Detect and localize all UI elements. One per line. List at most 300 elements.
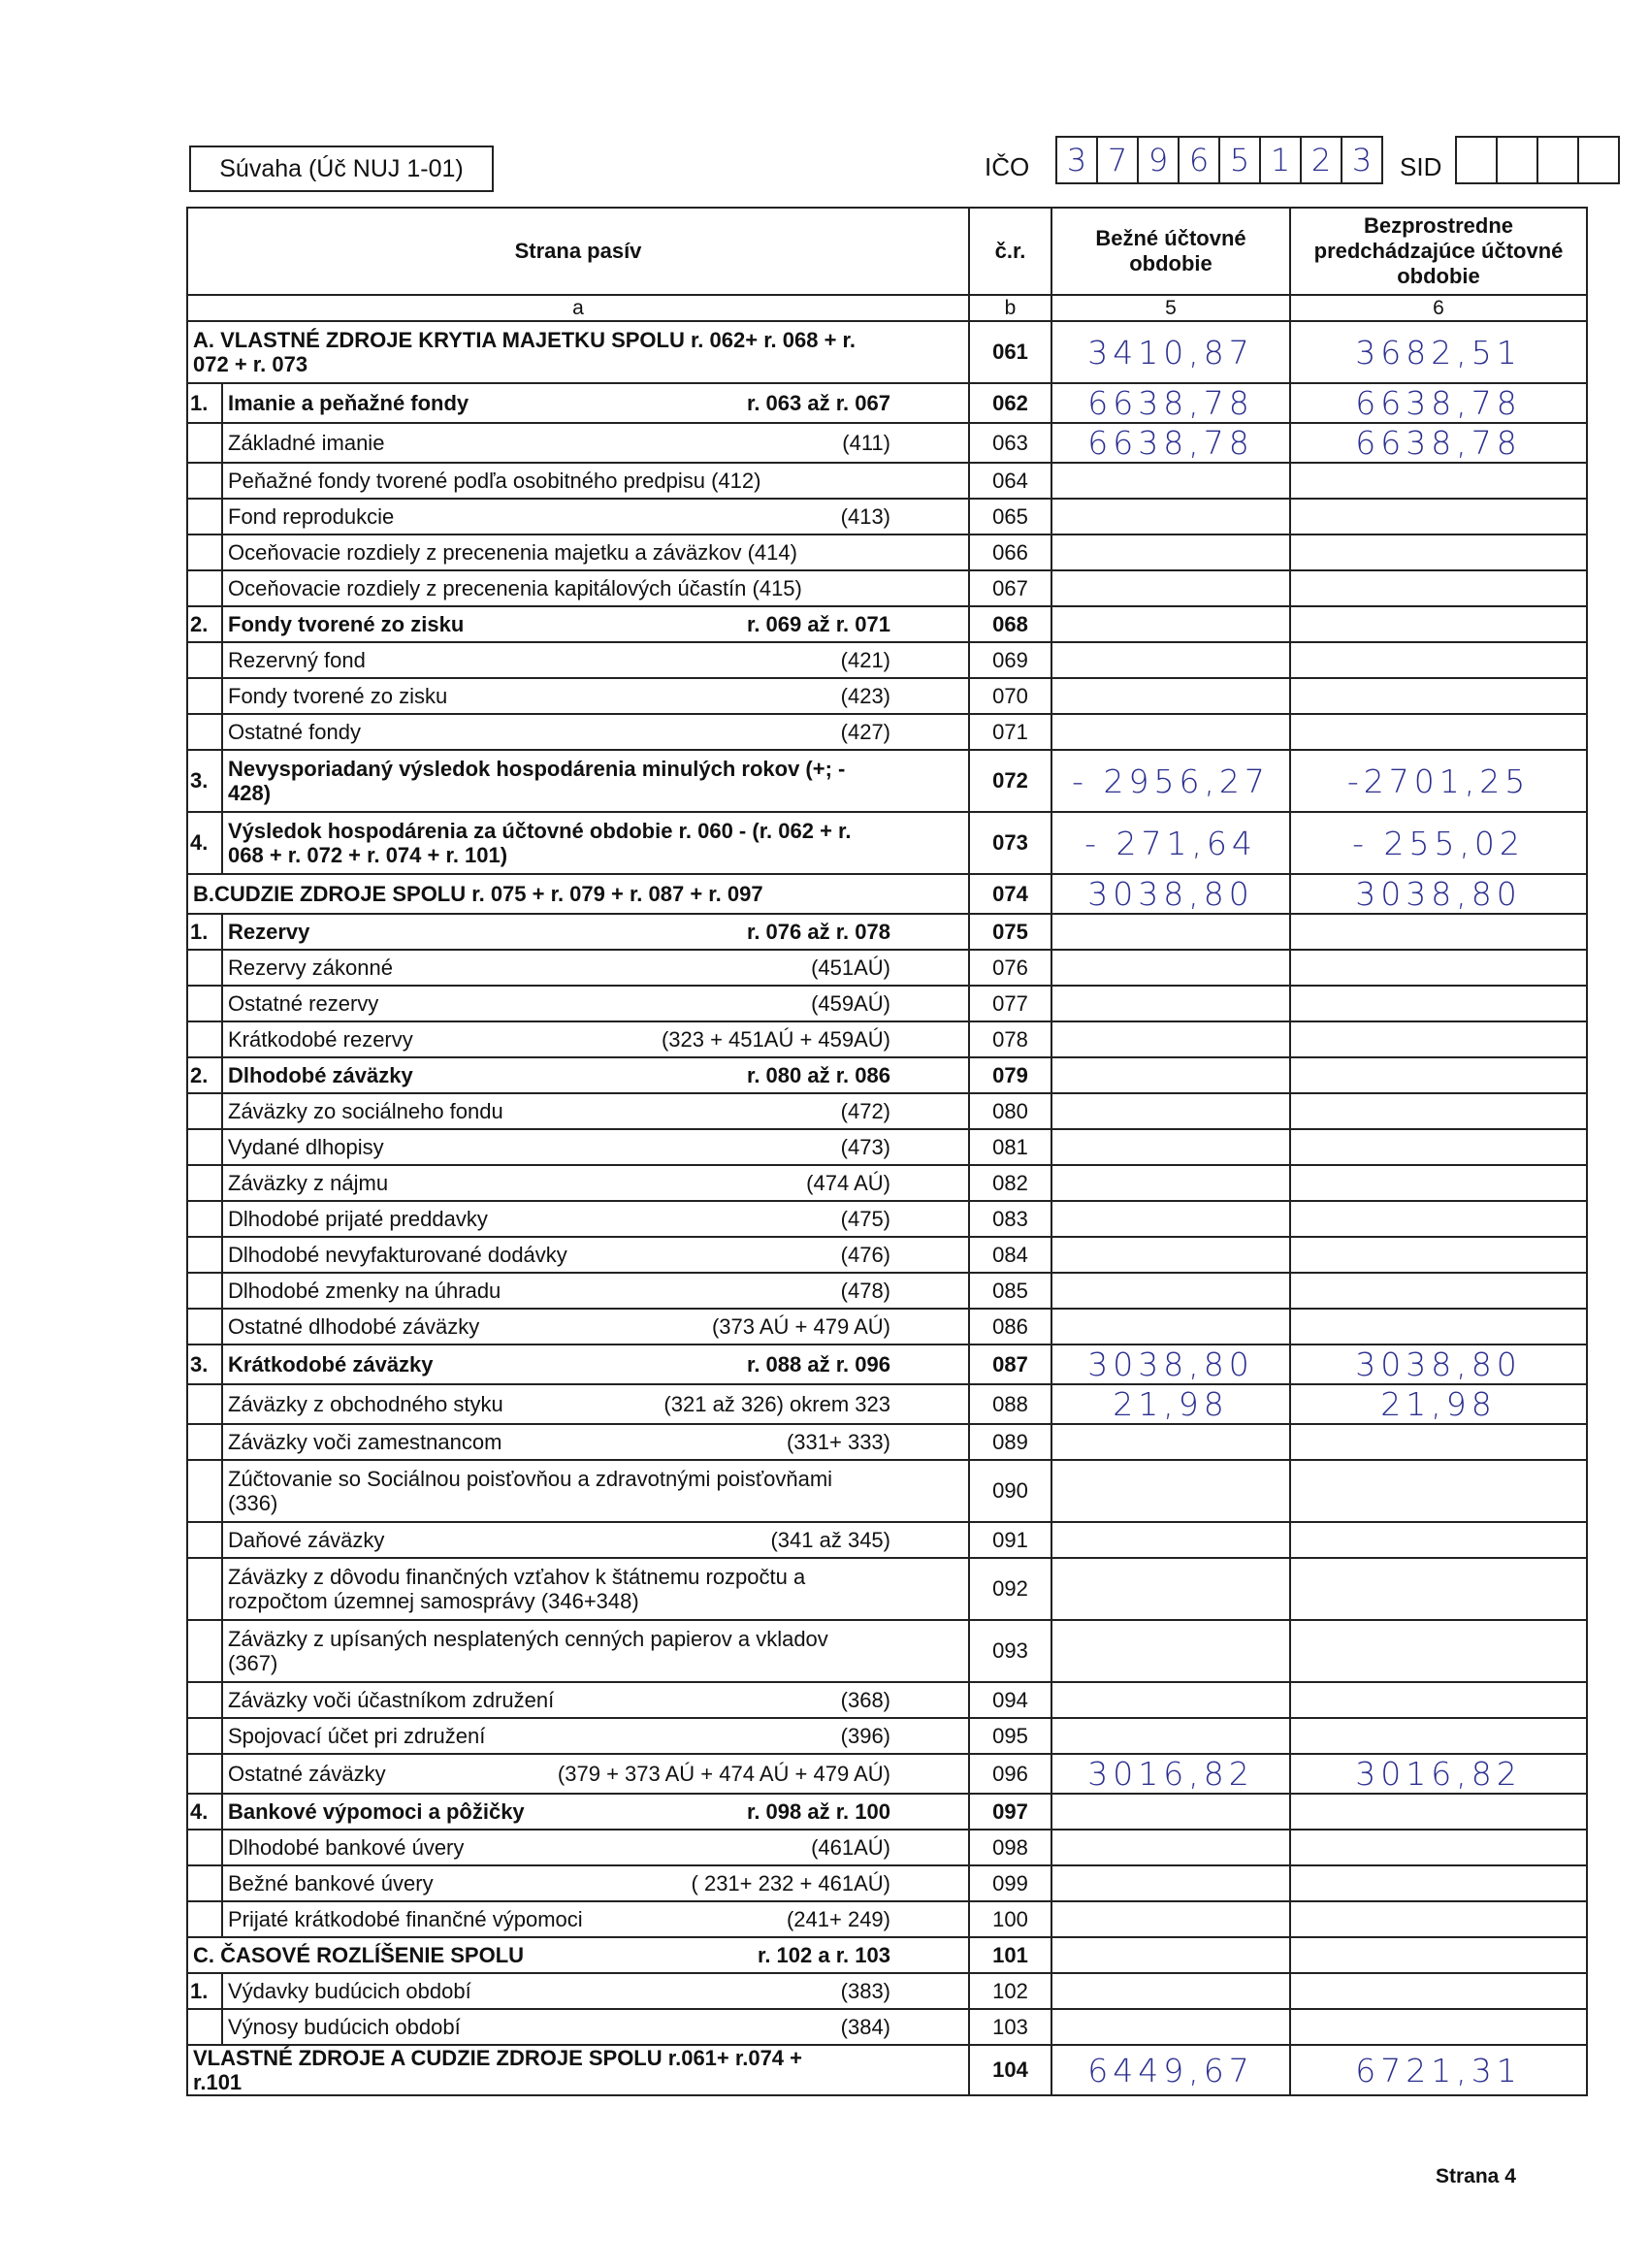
row-number: 061	[969, 321, 1051, 383]
previous-period-value[interactable]	[1290, 1093, 1587, 1129]
row-label: Základné imanie	[228, 431, 385, 455]
current-period-value[interactable]	[1051, 535, 1290, 570]
row-label: Záväzky voči zamestnancom	[228, 1430, 502, 1454]
current-period-value[interactable]	[1051, 1937, 1290, 1973]
sid-digit-box[interactable]	[1577, 136, 1620, 184]
current-period-value[interactable]	[1051, 1794, 1290, 1830]
row-description	[222, 1620, 969, 1682]
current-period-value[interactable]	[1051, 463, 1290, 499]
row-number: 078	[969, 1021, 1051, 1057]
row-label: Výsledok hospodárenia za účtovné obdobie r. 060 - (r. 062 + r. 068 + r. 072 + r. 074 + r. 101)	[228, 819, 852, 867]
col-letter-a: a	[187, 295, 969, 321]
previous-period-value[interactable]	[1290, 1794, 1587, 1830]
form-title: Súvaha (Úč NUJ 1-01)	[189, 146, 494, 192]
row-section-number	[187, 1384, 222, 1424]
row-section-number	[187, 1021, 222, 1057]
previous-period-value[interactable]: 6638,78	[1290, 423, 1587, 463]
row-description	[222, 1309, 969, 1345]
row-description	[222, 1129, 969, 1165]
current-period-value[interactable]: 3016,82	[1051, 1754, 1290, 1794]
table-row	[187, 1021, 1587, 1057]
row-number: 091	[969, 1522, 1051, 1558]
current-period-value[interactable]	[1051, 1057, 1290, 1093]
table-row	[187, 1865, 1587, 1901]
row-account-code: (423)	[840, 683, 890, 708]
row-label: A. VLASTNÉ ZDROJE KRYTIA MAJETKU SPOLU r. 062+ r. 068 + r. 072 + r. 073	[193, 328, 857, 376]
row-section-number	[187, 1901, 222, 1937]
row-description	[222, 914, 969, 950]
row-section-number	[187, 1460, 222, 1522]
row-account-code: (379 + 373 AÚ + 474 AÚ + 479 AÚ)	[557, 1761, 890, 1786]
row-description	[187, 2045, 969, 2095]
row-number: 079	[969, 1057, 1051, 1093]
row-account-code: (474 AÚ)	[806, 1170, 890, 1195]
row-label: Oceňovacie rozdiely z precenenia majetku a záväzkov (414)	[228, 540, 797, 565]
row-label: Vydané dlhopisy	[228, 1135, 384, 1159]
row-number: 086	[969, 1309, 1051, 1345]
row-number: 077	[969, 986, 1051, 1021]
row-account-code: (451AÚ)	[811, 955, 890, 980]
ico-digit-box: 2	[1300, 136, 1342, 184]
row-section-number	[187, 1754, 222, 1794]
current-period-value[interactable]: 3038,80	[1051, 1345, 1290, 1384]
current-period-value[interactable]	[1051, 499, 1290, 535]
row-section-number	[187, 1201, 222, 1237]
table-row	[187, 874, 1587, 914]
table-row	[187, 812, 1587, 874]
previous-period-value[interactable]	[1290, 1237, 1587, 1273]
row-label: Záväzky z nájmu	[228, 1171, 389, 1195]
ico-boxes	[1057, 136, 1383, 184]
previous-period-value[interactable]	[1290, 1273, 1587, 1309]
current-period-value[interactable]	[1051, 1558, 1290, 1620]
row-label: Ostatné rezervy	[228, 991, 379, 1016]
previous-period-value[interactable]	[1290, 914, 1587, 950]
row-description	[222, 1093, 969, 1129]
table-row	[187, 1973, 1587, 2009]
row-number: 092	[969, 1558, 1051, 1620]
table-row	[187, 1273, 1587, 1309]
row-description	[222, 1201, 969, 1237]
previous-period-value[interactable]: 3038,80	[1290, 1345, 1587, 1384]
current-period-value[interactable]: 3038,80	[1051, 874, 1290, 914]
row-label: Záväzky zo sociálneho fondu	[228, 1099, 503, 1123]
table-row	[187, 642, 1587, 678]
row-account-code: (323 + 451AÚ + 459AÚ)	[661, 1026, 890, 1052]
row-number: 063	[969, 423, 1051, 463]
row-label: Výdavky budúcich období	[228, 1979, 471, 2003]
row-section-number	[187, 1273, 222, 1309]
ico-digit-box: 5	[1218, 136, 1261, 184]
table-row	[187, 1620, 1587, 1682]
previous-period-value[interactable]	[1290, 642, 1587, 678]
current-period-value[interactable]	[1051, 678, 1290, 714]
row-number: 073	[969, 812, 1051, 874]
current-period-value[interactable]	[1051, 1682, 1290, 1718]
row-number: 080	[969, 1093, 1051, 1129]
row-number: 095	[969, 1718, 1051, 1754]
current-period-value[interactable]	[1051, 1309, 1290, 1345]
row-description	[222, 499, 969, 535]
row-section-number	[187, 463, 222, 499]
previous-period-value[interactable]	[1290, 1309, 1587, 1345]
row-label: Ostatné dlhodobé záväzky	[228, 1314, 480, 1339]
row-description	[222, 1522, 969, 1558]
current-period-value[interactable]	[1051, 642, 1290, 678]
table-row	[187, 570, 1587, 606]
row-description	[187, 874, 969, 914]
row-number: 096	[969, 1754, 1051, 1794]
current-period-value[interactable]	[1051, 914, 1290, 950]
row-label: Dlhodobé záväzky	[228, 1063, 413, 1087]
row-description	[222, 950, 969, 986]
row-label: Rezervy zákonné	[228, 956, 393, 980]
previous-period-value[interactable]	[1290, 1558, 1587, 1620]
row-section-number: 2.	[187, 1057, 222, 1093]
row-section-number: 2.	[187, 606, 222, 642]
row-description	[222, 642, 969, 678]
current-period-value[interactable]	[1051, 1021, 1290, 1057]
row-account-code: (331+ 333)	[786, 1429, 890, 1454]
previous-period-value[interactable]	[1290, 1937, 1587, 1973]
previous-period-value[interactable]	[1290, 499, 1587, 535]
previous-period-value[interactable]	[1290, 1718, 1587, 1754]
row-account-code: (373 AÚ + 479 AÚ)	[711, 1313, 890, 1339]
row-account-code: (421)	[840, 647, 890, 672]
previous-period-value[interactable]: 3682,51	[1290, 321, 1587, 383]
row-number: 094	[969, 1682, 1051, 1718]
row-section-number: 3.	[187, 750, 222, 812]
row-label: Rezervný fond	[228, 648, 366, 672]
row-section-number	[187, 499, 222, 535]
current-period-value[interactable]	[1051, 1129, 1290, 1165]
current-period-value[interactable]	[1051, 1424, 1290, 1460]
row-section-number	[187, 714, 222, 750]
previous-period-value[interactable]: 21,98	[1290, 1384, 1587, 1424]
row-section-number	[187, 2009, 222, 2045]
previous-period-value[interactable]: 3016,82	[1290, 1754, 1587, 1794]
row-number: 099	[969, 1865, 1051, 1901]
previous-period-value[interactable]	[1290, 1129, 1587, 1165]
row-description	[222, 463, 969, 499]
row-description	[222, 1273, 969, 1309]
row-section-number	[187, 950, 222, 986]
row-account-code: (461AÚ)	[811, 1834, 890, 1860]
row-section-number	[187, 1620, 222, 1682]
row-number: 071	[969, 714, 1051, 750]
row-number: 090	[969, 1460, 1051, 1522]
current-period-value[interactable]	[1051, 1830, 1290, 1865]
current-period-value[interactable]: 3410,87	[1051, 321, 1290, 383]
row-description	[222, 1021, 969, 1057]
current-period-value[interactable]	[1051, 1460, 1290, 1522]
row-description	[222, 986, 969, 1021]
previous-period-value[interactable]	[1290, 986, 1587, 1021]
row-section-number	[187, 1129, 222, 1165]
previous-period-value[interactable]	[1290, 1865, 1587, 1901]
row-section-number	[187, 570, 222, 606]
sid-digit-box[interactable]	[1496, 136, 1538, 184]
previous-period-value[interactable]	[1290, 1057, 1587, 1093]
col-header-previous-period: Bezprostredne predchádzajúce účtovné obdobie	[1290, 208, 1587, 295]
row-description	[222, 2009, 969, 2045]
col-letter-6: 6	[1290, 295, 1587, 321]
previous-period-value[interactable]	[1290, 950, 1587, 986]
row-number: 067	[969, 570, 1051, 606]
row-section-number: 1.	[187, 1973, 222, 2009]
row-section-number	[187, 1865, 222, 1901]
current-period-value[interactable]: 6449,67	[1051, 2045, 1290, 2095]
current-period-value[interactable]: 21,98	[1051, 1384, 1290, 1424]
row-account-code: (459AÚ)	[811, 990, 890, 1016]
row-description	[222, 750, 969, 812]
row-section-number	[187, 1309, 222, 1345]
previous-period-value[interactable]: 6721,31	[1290, 2045, 1587, 2095]
previous-period-value[interactable]	[1290, 1201, 1587, 1237]
previous-period-value[interactable]	[1290, 1021, 1587, 1057]
table-row	[187, 1522, 1587, 1558]
row-number: 081	[969, 1129, 1051, 1165]
row-label: Ostatné záväzky	[228, 1762, 386, 1786]
previous-period-value[interactable]: -2701,25	[1290, 750, 1587, 812]
row-section-number	[187, 423, 222, 463]
current-period-value[interactable]	[1051, 1620, 1290, 1682]
table-row	[187, 1165, 1587, 1201]
row-section-number: 1.	[187, 914, 222, 950]
current-period-value[interactable]: 6638,78	[1051, 423, 1290, 463]
row-label: Záväzky z obchodného styku	[228, 1392, 503, 1416]
previous-period-value[interactable]	[1290, 1901, 1587, 1937]
row-description	[222, 714, 969, 750]
row-account-code: (473)	[840, 1134, 890, 1159]
table-row	[187, 950, 1587, 986]
table-row	[187, 1937, 1587, 1973]
row-number: 100	[969, 1901, 1051, 1937]
row-label: Fondy tvorené zo zisku	[228, 684, 448, 708]
row-account-code: (411)	[842, 430, 890, 455]
current-period-value[interactable]	[1051, 1522, 1290, 1558]
table-row	[187, 1558, 1587, 1620]
previous-period-value[interactable]	[1290, 1682, 1587, 1718]
row-description	[222, 1682, 969, 1718]
table-row	[187, 1201, 1587, 1237]
row-label: Dlhodobé bankové úvery	[228, 1835, 465, 1860]
row-number: 093	[969, 1620, 1051, 1682]
row-account-code: (413)	[840, 503, 890, 529]
previous-period-value[interactable]	[1290, 535, 1587, 570]
row-description	[222, 1460, 969, 1522]
current-period-value[interactable]	[1051, 1865, 1290, 1901]
row-label: C. ČASOVÉ ROZLÍŠENIE SPOLU	[193, 1943, 525, 1967]
row-number: 104	[969, 2045, 1051, 2095]
row-section-number: 4.	[187, 1794, 222, 1830]
row-description	[222, 570, 969, 606]
current-period-value[interactable]	[1051, 986, 1290, 1021]
table-row	[187, 1345, 1587, 1384]
row-label: Krátkodobé záväzky	[228, 1352, 434, 1377]
row-section-number	[187, 678, 222, 714]
row-label: Peňažné fondy tvorené podľa osobitného predpisu (412)	[228, 469, 761, 493]
sid-label: SID	[1400, 152, 1442, 181]
row-label: Fondy tvorené zo zisku	[228, 612, 465, 636]
row-section-number	[187, 1558, 222, 1620]
row-label: Rezervy	[228, 920, 310, 944]
current-period-value[interactable]	[1051, 1093, 1290, 1129]
previous-period-value[interactable]	[1290, 1165, 1587, 1201]
current-period-value[interactable]	[1051, 1273, 1290, 1309]
row-section-number	[187, 986, 222, 1021]
row-section-number	[187, 1237, 222, 1273]
row-description	[222, 383, 969, 423]
row-description	[222, 423, 969, 463]
row-description	[222, 1718, 969, 1754]
row-description	[222, 1865, 969, 1901]
row-number: 068	[969, 606, 1051, 642]
table-row	[187, 1682, 1587, 1718]
row-number: 074	[969, 874, 1051, 914]
table-row	[187, 1129, 1587, 1165]
previous-period-value[interactable]	[1290, 1522, 1587, 1558]
table-row	[187, 499, 1587, 535]
row-label: Výnosy budúcich období	[228, 2015, 461, 2039]
current-period-value[interactable]: - 2956,27	[1051, 750, 1290, 812]
row-description	[222, 1830, 969, 1865]
previous-period-value[interactable]	[1290, 463, 1587, 499]
row-number: 070	[969, 678, 1051, 714]
row-number: 084	[969, 1237, 1051, 1273]
row-description	[222, 678, 969, 714]
previous-period-value[interactable]: 3038,80	[1290, 874, 1587, 914]
table-row	[187, 986, 1587, 1021]
row-account-code: r. 069 až r. 071	[746, 611, 890, 636]
table-row	[187, 535, 1587, 570]
ico-digit-box: 3	[1055, 136, 1098, 184]
row-label: Spojovací účet pri združení	[228, 1724, 486, 1748]
table-row	[187, 1901, 1587, 1937]
current-period-value[interactable]	[1051, 1901, 1290, 1937]
table-row	[187, 750, 1587, 812]
sid-digit-box[interactable]	[1455, 136, 1498, 184]
previous-period-value[interactable]	[1290, 1973, 1587, 2009]
current-period-value[interactable]	[1051, 714, 1290, 750]
row-number: 097	[969, 1794, 1051, 1830]
row-account-code: ( 231+ 232 + 461AÚ)	[691, 1870, 890, 1895]
table-row	[187, 463, 1587, 499]
current-period-value[interactable]	[1051, 1237, 1290, 1273]
table-row	[187, 1460, 1587, 1522]
row-section-number	[187, 1522, 222, 1558]
sid-digit-box[interactable]	[1536, 136, 1579, 184]
row-description	[222, 606, 969, 642]
row-number: 076	[969, 950, 1051, 986]
current-period-value[interactable]: - 271,64	[1051, 812, 1290, 874]
row-number: 087	[969, 1345, 1051, 1384]
current-period-value[interactable]	[1051, 1165, 1290, 1201]
col-header-current-period: Bežné účtovné obdobie	[1051, 208, 1290, 295]
row-label: Daňové záväzky	[228, 1528, 385, 1552]
previous-period-value[interactable]	[1290, 1620, 1587, 1682]
row-section-number	[187, 1165, 222, 1201]
previous-period-value[interactable]	[1290, 678, 1587, 714]
row-account-code: r. 076 až r. 078	[746, 919, 890, 944]
previous-period-value[interactable]	[1290, 714, 1587, 750]
table-row	[187, 1424, 1587, 1460]
col-header-description: Strana pasív	[187, 208, 969, 295]
current-period-value[interactable]	[1051, 2009, 1290, 2045]
table-row	[187, 1237, 1587, 1273]
previous-period-value[interactable]	[1290, 606, 1587, 642]
row-number: 082	[969, 1165, 1051, 1201]
row-section-number	[187, 1093, 222, 1129]
row-number: 069	[969, 642, 1051, 678]
row-number: 088	[969, 1384, 1051, 1424]
previous-period-value[interactable]	[1290, 1460, 1587, 1522]
current-period-value[interactable]	[1051, 950, 1290, 986]
current-period-value[interactable]	[1051, 1973, 1290, 2009]
row-number: 089	[969, 1424, 1051, 1460]
row-label: Dlhodobé prijaté preddavky	[228, 1207, 488, 1231]
row-description	[222, 1057, 969, 1093]
current-period-value[interactable]	[1051, 606, 1290, 642]
table-row	[187, 1093, 1587, 1129]
table-row	[187, 1794, 1587, 1830]
row-description	[222, 1901, 969, 1937]
current-period-value[interactable]	[1051, 570, 1290, 606]
row-description	[222, 1424, 969, 1460]
row-label: VLASTNÉ ZDROJE A CUDZIE ZDROJE SPOLU r.061+ r.074 + r.101	[193, 2046, 802, 2094]
col-header-row-number: č.r.	[969, 208, 1051, 295]
current-period-value[interactable]	[1051, 1718, 1290, 1754]
previous-period-value[interactable]	[1290, 570, 1587, 606]
row-section-number: 3.	[187, 1345, 222, 1384]
previous-period-value[interactable]	[1290, 1424, 1587, 1460]
previous-period-value[interactable]: 6638,78	[1290, 383, 1587, 423]
row-account-code: r. 063 až r. 067	[746, 390, 890, 415]
row-label: Imanie a peňažné fondy	[228, 391, 469, 415]
row-label: B.CUDZIE ZDROJE SPOLU r. 075 + r. 079 + r. 087 + r. 097	[193, 882, 763, 906]
row-label: Zúčtovanie so Sociálnou poisťovňou a zdravotnými poisťovňami (336)	[228, 1467, 833, 1515]
row-label: Oceňovacie rozdiely z precenenia kapitálových účastín (415)	[228, 576, 802, 600]
row-description	[222, 1973, 969, 2009]
row-description	[222, 1165, 969, 1201]
row-label: Dlhodobé nevyfakturované dodávky	[228, 1243, 567, 1267]
row-label: Ostatné fondy	[228, 720, 361, 744]
row-account-code: (383)	[840, 1978, 890, 2003]
current-period-value[interactable]	[1051, 1201, 1290, 1237]
previous-period-value[interactable]	[1290, 1830, 1587, 1865]
previous-period-value[interactable]	[1290, 2009, 1587, 2045]
table-row	[187, 1830, 1587, 1865]
row-number: 075	[969, 914, 1051, 950]
row-number: 085	[969, 1273, 1051, 1309]
previous-period-value[interactable]: - 255,02	[1290, 812, 1587, 874]
page-number: Strana 4	[1436, 2165, 1516, 2187]
row-section-number	[187, 642, 222, 678]
row-account-code: (384)	[840, 2014, 890, 2039]
ico-digit-box: 1	[1259, 136, 1302, 184]
row-label: Prijaté krátkodobé finančné výpomoci	[228, 1907, 583, 1931]
row-description	[222, 1237, 969, 1273]
current-period-value[interactable]: 6638,78	[1051, 383, 1290, 423]
row-account-code: (472)	[840, 1098, 890, 1123]
row-description	[222, 1558, 969, 1620]
ico-digit-box: 6	[1178, 136, 1220, 184]
row-number: 066	[969, 535, 1051, 570]
row-account-code: (475)	[840, 1206, 890, 1231]
table-row	[187, 383, 1587, 423]
table-row	[187, 2009, 1587, 2045]
row-label: Krátkodobé rezervy	[228, 1027, 413, 1052]
